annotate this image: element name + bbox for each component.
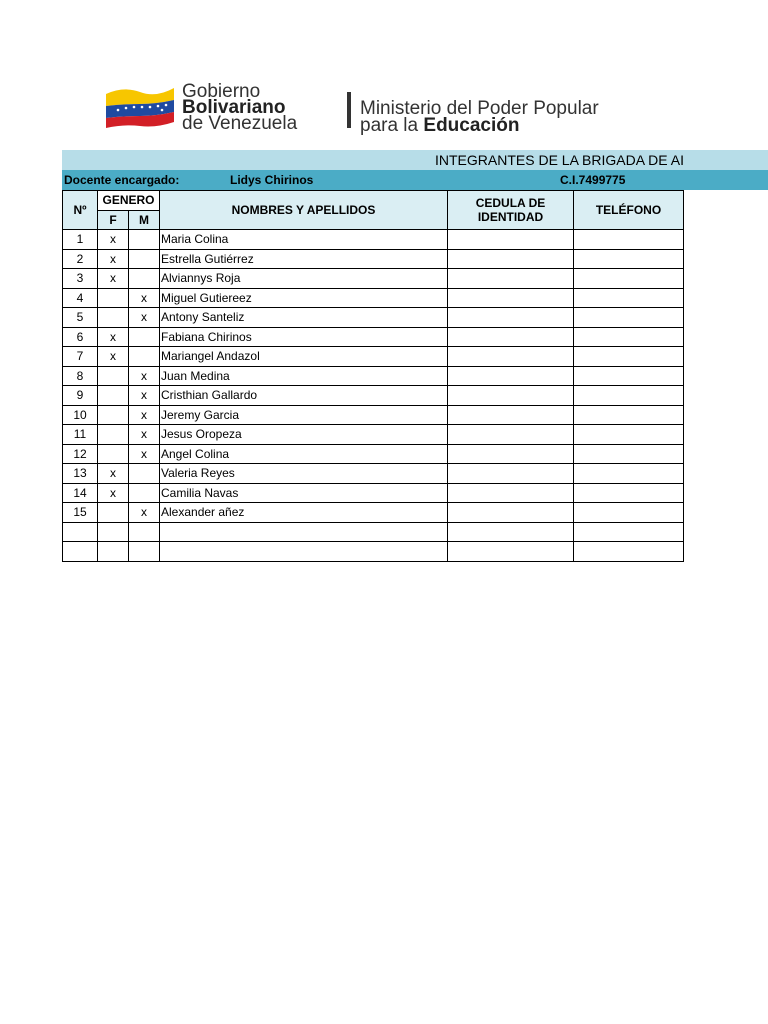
table-row <box>63 288 684 308</box>
row-number: 10 <box>63 405 98 425</box>
row-number: 11 <box>63 425 98 445</box>
row-telefono <box>574 483 684 503</box>
table-row <box>63 347 684 367</box>
gov-line3: de Venezuela <box>182 113 298 134</box>
brigade-table <box>62 190 684 562</box>
row-number: 13 <box>63 464 98 484</box>
ministry-line1: Ministerio del Poder Popular <box>360 98 599 119</box>
row-number <box>63 522 98 542</box>
row-cedula <box>448 269 574 289</box>
table-row <box>63 327 684 347</box>
ministry-name <box>360 100 599 134</box>
row-telefono <box>574 405 684 425</box>
row-telefono <box>574 347 684 367</box>
row-number: 4 <box>63 288 98 308</box>
row-gender-m: x <box>129 308 160 328</box>
row-gender-f: x <box>98 483 129 503</box>
row-gender-m: x <box>129 405 160 425</box>
row-cedula <box>448 249 574 269</box>
row-number: 2 <box>63 249 98 269</box>
row-telefono <box>574 327 684 347</box>
table-row <box>63 522 684 542</box>
row-telefono <box>574 542 684 562</box>
row-name: Jeremy Garcia <box>160 405 448 425</box>
row-number: 6 <box>63 327 98 347</box>
row-name: Alviannys Roja <box>160 269 448 289</box>
table-row <box>63 503 684 523</box>
table-row <box>63 425 684 445</box>
row-number: 1 <box>63 230 98 250</box>
row-number: 12 <box>63 444 98 464</box>
gov-line2: Bolivariano <box>182 97 286 118</box>
docente-ci: C.I.7499775 <box>560 173 626 187</box>
row-gender-m: x <box>129 503 160 523</box>
row-telefono <box>574 522 684 542</box>
row-name: Maria Colina <box>160 230 448 250</box>
header-names: NOMBRES Y APELLIDOS <box>160 191 448 230</box>
docente-label: Docente encargado: <box>64 173 180 187</box>
ministry-line2a: para la <box>360 115 419 136</box>
row-name: Alexander añez <box>160 503 448 523</box>
row-number: 15 <box>63 503 98 523</box>
row-gender-m <box>129 347 160 367</box>
row-telefono <box>574 503 684 523</box>
table-row <box>63 542 684 562</box>
row-gender-m <box>129 522 160 542</box>
row-name: Valeria Reyes <box>160 464 448 484</box>
row-gender-f: x <box>98 269 129 289</box>
ministry-line2b: Educación <box>423 115 520 136</box>
table-row <box>63 230 684 250</box>
row-gender-m: x <box>129 288 160 308</box>
row-gender-f <box>98 503 129 523</box>
header-m: M <box>129 210 160 230</box>
row-name: Jesus Oropeza <box>160 425 448 445</box>
row-name: Cristhian Gallardo <box>160 386 448 406</box>
row-gender-m <box>129 464 160 484</box>
table-row <box>63 483 684 503</box>
row-gender-m <box>129 542 160 562</box>
government-logo <box>104 81 684 136</box>
row-cedula <box>448 425 574 445</box>
row-gender-m: x <box>129 386 160 406</box>
row-name: Angel Colina <box>160 444 448 464</box>
row-gender-f <box>98 405 129 425</box>
header-telefono: TELÉFONO <box>574 191 684 230</box>
row-cedula <box>448 483 574 503</box>
row-telefono <box>574 308 684 328</box>
row-cedula <box>448 405 574 425</box>
row-telefono <box>574 230 684 250</box>
row-name: Juan Medina <box>160 366 448 386</box>
docente-name: Lidys Chirinos <box>230 173 314 187</box>
row-gender-m: x <box>129 366 160 386</box>
row-telefono <box>574 366 684 386</box>
table-row <box>63 444 684 464</box>
row-cedula <box>448 366 574 386</box>
row-name: Camilia Navas <box>160 483 448 503</box>
row-cedula <box>448 288 574 308</box>
row-gender-f <box>98 522 129 542</box>
row-gender-f: x <box>98 249 129 269</box>
row-gender-f <box>98 386 129 406</box>
row-cedula <box>448 308 574 328</box>
table-row <box>63 308 684 328</box>
row-number: 8 <box>63 366 98 386</box>
title-bar <box>62 150 768 170</box>
table-row <box>63 249 684 269</box>
row-gender-f <box>98 542 129 562</box>
row-telefono <box>574 444 684 464</box>
row-gender-f: x <box>98 230 129 250</box>
row-gender-f: x <box>98 327 129 347</box>
row-cedula <box>448 464 574 484</box>
row-name: Fabiana Chirinos <box>160 327 448 347</box>
table-row <box>63 366 684 386</box>
row-telefono <box>574 386 684 406</box>
row-gender-m <box>129 269 160 289</box>
row-telefono <box>574 269 684 289</box>
row-number: 7 <box>63 347 98 367</box>
row-cedula <box>448 444 574 464</box>
row-gender-m <box>129 249 160 269</box>
row-gender-f <box>98 288 129 308</box>
page-title: INTEGRANTES DE LA BRIGADA DE AI <box>435 152 684 168</box>
row-gender-m <box>129 327 160 347</box>
row-number: 3 <box>63 269 98 289</box>
row-gender-m: x <box>129 444 160 464</box>
venezuela-flag-icon <box>104 82 176 128</box>
row-gender-f <box>98 366 129 386</box>
row-cedula <box>448 503 574 523</box>
row-name <box>160 522 448 542</box>
row-gender-m <box>129 230 160 250</box>
row-cedula <box>448 327 574 347</box>
row-gender-m <box>129 483 160 503</box>
ministry-line2 <box>360 117 599 134</box>
row-cedula <box>448 542 574 562</box>
row-telefono <box>574 288 684 308</box>
row-gender-f <box>98 308 129 328</box>
docente-bar <box>62 170 768 190</box>
header-num: Nº <box>63 191 98 230</box>
row-telefono <box>574 425 684 445</box>
row-gender-m: x <box>129 425 160 445</box>
row-gender-f <box>98 425 129 445</box>
table-row <box>63 464 684 484</box>
row-number <box>63 542 98 562</box>
row-number: 5 <box>63 308 98 328</box>
row-cedula <box>448 230 574 250</box>
header-genero: GENERO <box>98 191 160 211</box>
government-name <box>182 81 298 134</box>
gov-line1: Gobierno <box>182 81 261 102</box>
table-row <box>63 269 684 289</box>
row-cedula <box>448 522 574 542</box>
row-number: 9 <box>63 386 98 406</box>
row-name: Antony Santeliz <box>160 308 448 328</box>
logo-divider <box>347 92 351 128</box>
table-row <box>63 386 684 406</box>
header-f: F <box>98 210 129 230</box>
row-telefono <box>574 464 684 484</box>
table-row <box>63 405 684 425</box>
row-gender-f: x <box>98 464 129 484</box>
header-cedula: CEDULA DE IDENTIDAD <box>448 191 574 230</box>
row-name: Mariangel Andazol <box>160 347 448 367</box>
table-body <box>63 230 684 562</box>
row-telefono <box>574 249 684 269</box>
row-gender-f: x <box>98 347 129 367</box>
row-gender-f <box>98 444 129 464</box>
row-name <box>160 542 448 562</box>
row-name: Estrella Gutiérrez <box>160 249 448 269</box>
row-cedula <box>448 386 574 406</box>
row-name: Miguel Gutiereez <box>160 288 448 308</box>
row-cedula <box>448 347 574 367</box>
row-number: 14 <box>63 483 98 503</box>
